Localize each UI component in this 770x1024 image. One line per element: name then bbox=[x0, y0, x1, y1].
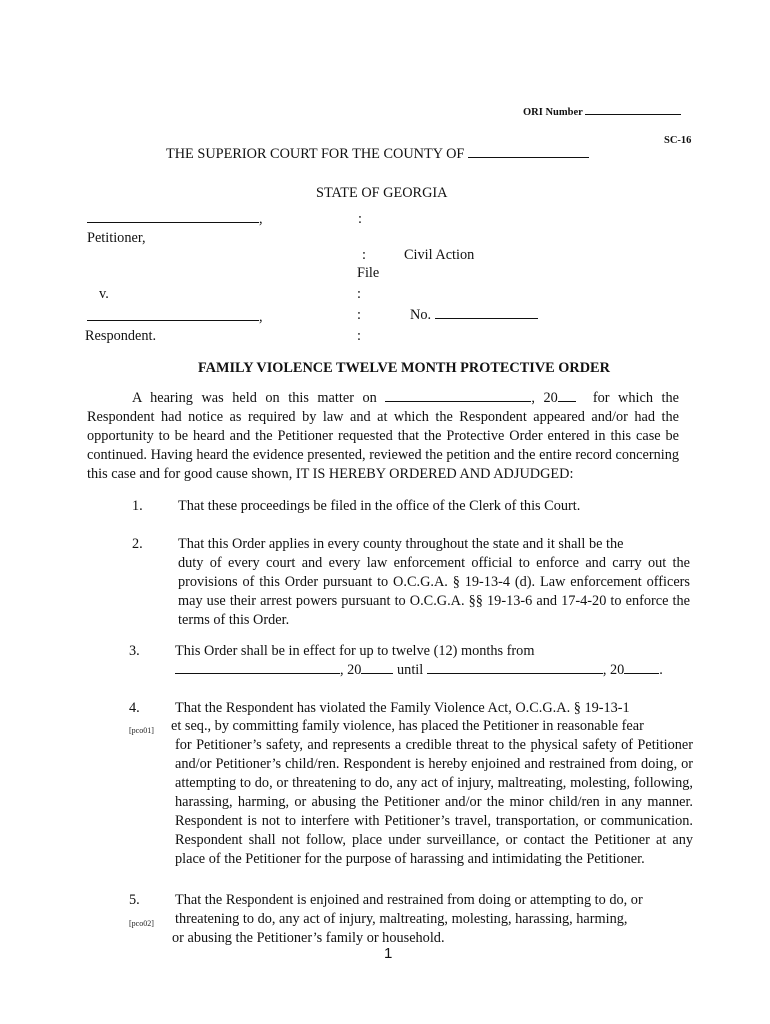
form-code: SC-16 bbox=[664, 135, 692, 146]
caption-colon: : bbox=[357, 328, 361, 344]
petitioner-label: Petitioner, bbox=[87, 230, 146, 246]
caption-colon: : bbox=[358, 211, 362, 227]
intro-paragraph: A hearing was held on this matter on , 20 for which the Respondent had notice as required by law and at which the Respondent appeared and/or had the opportunity to be heard and the Petitioner requested that the Protective Order entered in this case be continued. Having heard the evidence presented, reviewed the petition and the entire record concerning this case and for good cause shown, IT IS HEREBY ORDERED AND ADJUDGED: bbox=[87, 390, 679, 482]
item-number: 4. bbox=[129, 700, 140, 716]
petitioner-name-blank bbox=[87, 210, 259, 223]
case-number-blank bbox=[435, 306, 538, 319]
item-5-line3: or abusing the Petitioner’s family or household. bbox=[172, 930, 445, 946]
respondent-label: Respondent. bbox=[85, 328, 157, 344]
item-3-line1: This Order shall be in effect for up to twelve (12) months from bbox=[175, 643, 535, 659]
case-number-label: No. bbox=[410, 307, 432, 323]
item-2-line1: That this Order applies in every county throughout the state and it shall be the bbox=[178, 536, 624, 552]
caption-colon: : bbox=[357, 307, 361, 323]
end-date-blank bbox=[427, 661, 603, 674]
hearing-year-blank bbox=[558, 389, 576, 402]
item-2-text: duty of every court and every law enforcement official to enforce and carry out the provisions of this Order pursuant to O.C.G.A. § 19-13-4 (d). Law enforcement officers may use their arrest powers pursuant to O.C.G.A. §§ 19-13-6 and 17-4-20 to enforce the terms of this Order. bbox=[178, 555, 690, 628]
ori-number-label: ORI Number bbox=[523, 107, 583, 118]
clause-tag: [pco02] bbox=[129, 919, 154, 928]
court-name: THE SUPERIOR COURT FOR THE COUNTY OF bbox=[166, 146, 465, 162]
court-heading bbox=[166, 145, 589, 164]
item-number: 3. bbox=[129, 643, 140, 659]
item-5-line1: That the Respondent is enjoined and restrained from doing or attempting to do, or bbox=[175, 892, 643, 908]
caption-colon: : bbox=[362, 247, 366, 263]
page-number: 1 bbox=[384, 945, 393, 962]
hearing-date-blank bbox=[385, 389, 531, 402]
end-year-blank bbox=[624, 661, 659, 674]
item-4-text: for Petitioner’s safety, and represents a credible threat to the physical safety of Petitioner and/or Petitioner’s child/ren. Respondent is hereby enjoined and restrained from doing, or attempting to do, or threatening to do, any act of injury, maltreating, molesting, following, harassing, harming, or abusing the Petitioner and/or the minor child/ren in any manner. Respondent is not to interfere with Petitioner’s travel, transportation, or communication. Respondent shall not follow, place under surveillance, or contact the Petitioner at any place of the Petitioner for the purpose of harassing and intimidating the Petitioner. bbox=[175, 737, 693, 867]
order-title: FAMILY VIOLENCE TWELVE MONTH PROTECTIVE ORDER bbox=[198, 360, 610, 376]
respondent-name-blank bbox=[87, 308, 259, 321]
civil-action-label: Civil Action bbox=[404, 247, 475, 263]
start-date-blank bbox=[175, 661, 340, 674]
item-number: 2. bbox=[132, 536, 143, 552]
petitioner-name-line: , bbox=[87, 210, 263, 229]
item-number: 1. bbox=[132, 498, 143, 514]
caption-colon: : bbox=[357, 286, 361, 302]
item-5-line2: threatening to do, any act of injury, maltreating, molesting, harassing, harming, bbox=[175, 911, 628, 927]
versus-label: v. bbox=[99, 286, 109, 302]
ori-number-line bbox=[523, 103, 681, 122]
item-4-line1: That the Respondent has violated the Family Violence Act, O.C.G.A. § 19-13-1 bbox=[175, 700, 630, 716]
file-label: File bbox=[357, 265, 380, 281]
state-heading: STATE OF GEORGIA bbox=[316, 185, 448, 201]
ori-number-blank bbox=[585, 105, 681, 115]
item-1-text: That these proceedings be filed in the office of the Clerk of this Court. bbox=[178, 498, 581, 514]
county-blank bbox=[468, 145, 589, 158]
item-4-line2: et seq., by committing family violence, has placed the Petitioner in reasonable fear bbox=[171, 718, 644, 734]
start-year-blank bbox=[361, 661, 393, 674]
respondent-name-line: , bbox=[87, 308, 263, 327]
clause-tag: [pco01] bbox=[129, 726, 154, 735]
item-number: 5. bbox=[129, 892, 140, 908]
item-3-dates-line: , 20 until , 20 . bbox=[175, 661, 663, 680]
case-number-line bbox=[410, 306, 538, 325]
